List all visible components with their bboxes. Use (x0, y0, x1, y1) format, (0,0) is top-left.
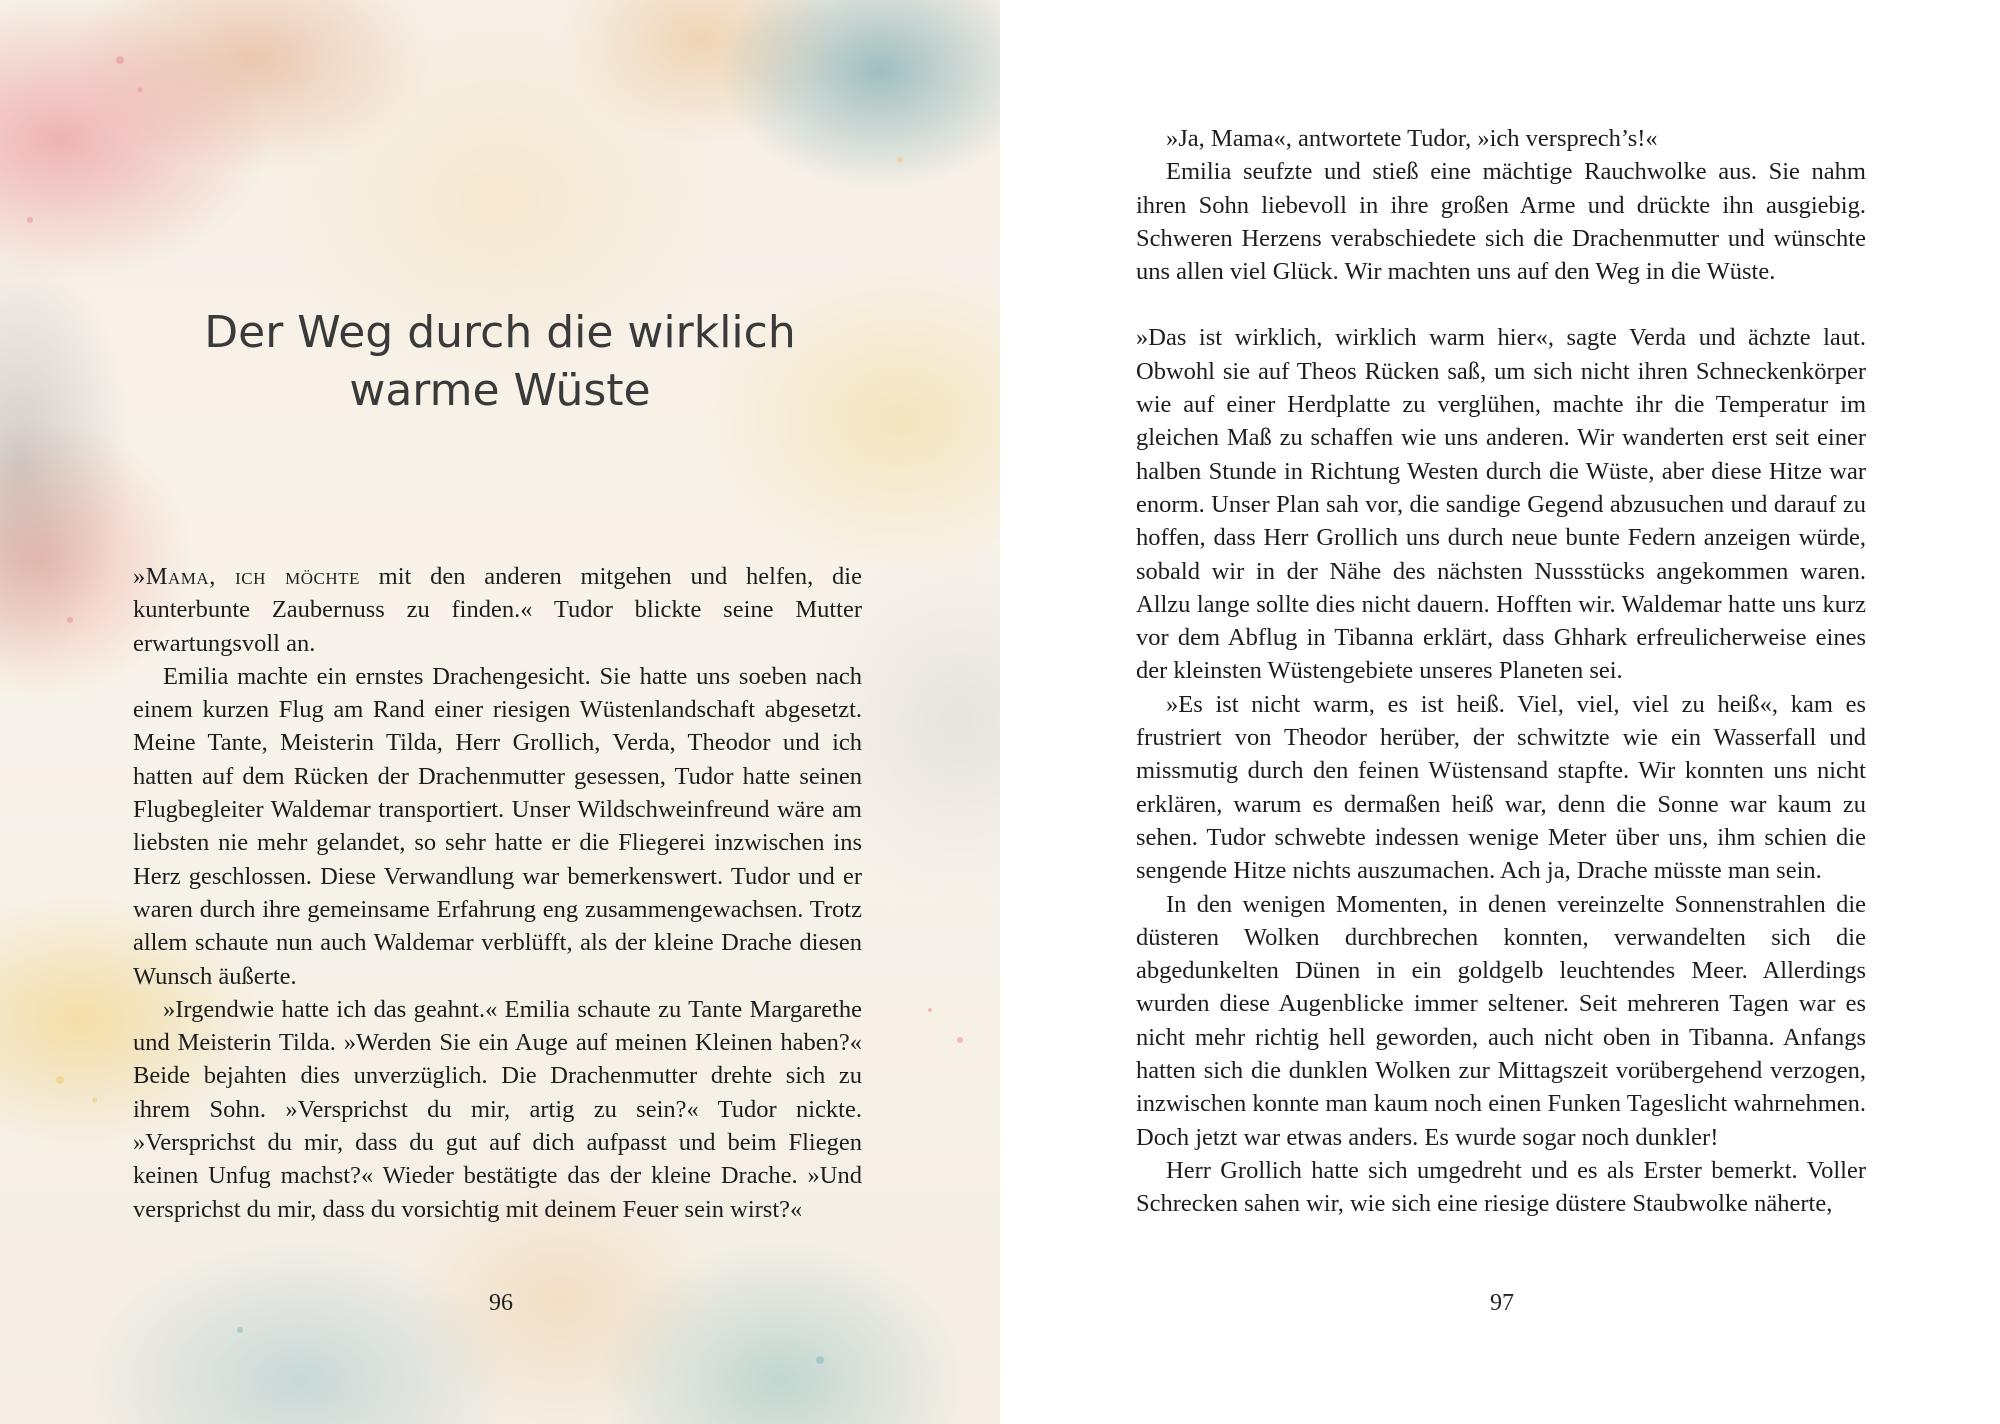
paragraph: Herr Grollich hatte sich umgedreht und es als Erster bemerkt. Voller Schrecken sahen wir, wie sich eine riesige düstere Staubwolke näherte, (1136, 1156, 1866, 1218)
page-number-right: 97 (1490, 1290, 1514, 1316)
paragraph: »Das ist wirklich, wirklich warm hier«, sagte Verda und ächzte laut. Obwohl sie auf Theos Rücken saß, um sich nicht ihren Schneckenkörper wie auf einer Herdplatte zu verglühen, machte ihr die Temperatur im gleichen Maß zu schaffen wie uns anderen. Wir wanderten erst seit einer halben Stunde in Richtung Westen durch die Wüste, aber diese Hitze war enorm. Unser Plan sah vor, die sandige Gegend abzusuchen und darauf zu hoffen, dass Herr Grollich uns durch neue bunte Federn anzeigen würde, sobald wir in der Nähe des nächsten Nussstücks angekommen waren. Allzu lange sollte dies nicht dauern. Hofften wir. Waldemar hatte uns kurz vor dem Abflug in Tibanna erklärt, dass Ghhark erfreulicherweise eines der kleinsten Wüstengebiete unseres Planeten sei. (1136, 324, 1866, 685)
paragraph: »Irgendwie hatte ich das geahnt.« Emilia schaute zu Tante Margarethe und Meisterin Tilda. »Werden Sie ein Auge auf meinen Kleinen haben?« Beide bejahten dies unverzüglich. Die Drachenmutter drehte sich zu ihrem Sohn. »Versprichst du mir, artig zu sein?« Tudor nickte. »Versprichst du mir, dass du gut auf dich aufpasst und beim Fliegen keinen Unfug machst?« Wieder bestätigte das der kleine Drache. »Und versprichst du mir, dass du vorsichtig mit deinem Feuer sein wirst?« (133, 995, 862, 1223)
chapter-title-line-2: warme Wüste (349, 365, 651, 416)
paragraph: Emilia seufzte und stieß eine mächtige Rauchwolke aus. Sie nahm ihren Sohn liebevoll in ihre großen Arme und drückte ihn ausgiebig. Schweren Herzens verabschiedete sich die Drachenmutter und wünschte uns allen viel Glück. Wir machten uns auf den Weg in die Wüste. (1136, 158, 1866, 286)
paragraph-lead-in: »Mama, ich möchte (133, 563, 360, 590)
chapter-title (120, 304, 880, 420)
paragraph: »Ja, Mama«, antwortete Tudor, »ich versprech’s!« (1166, 125, 1658, 152)
right-page (1000, 0, 2000, 1424)
left-page-body-text (133, 560, 862, 1226)
right-page-body-text (1136, 122, 1866, 1221)
paragraph: In den wenigen Momenten, in denen vereinzelte Sonnenstrahlen die düsteren Wolken durchbrechen konnten, verwandelten sich die abgedunkelten Dünen in ein goldgelb leuchtendes Meer. Allerdings wurden diese Augenblicke immer seltener. Seit mehreren Tagen war es nicht mehr richtig hell geworden, auch nicht oben in Tibanna. Anfangs hatten sich die dunklen Wolken zur Mittagszeit vorübergehend verzogen, inzwischen konnte man kaum noch einen Funken Tageslicht wahrnehmen. Doch jetzt war etwas anders. Es wurde sogar noch dunkler! (1136, 890, 1866, 1151)
paragraph (133, 560, 862, 660)
paragraph-text: mit den anderen mitgehen und helfen, die kunterbunte Zaubernuss zu finden.« Tudor blickte seine Mutter erwartungsvoll an. (133, 563, 862, 657)
chapter-title-line-1: Der Weg durch die wirklich (204, 307, 796, 358)
paragraph: »Es ist nicht warm, es ist heiß. Viel, viel, viel zu heiß«, kam es frustriert von Theodor herüber, der schwitzte wie ein Wasserfall und missmutig durch den feinen Wüstensand stapfte. Wir konnten uns nicht erklären, warum es dermaßen heiß war, denn die Sonne war kaum zu sehen. Tudor schwebte indessen wenige Meter über uns, ihm schien die sengende Hitze nichts auszumachen. Ach ja, Drache müsste man sein. (1136, 690, 1866, 885)
paragraph: Emilia machte ein ernstes Drachengesicht. Sie hatte uns soeben nach einem kurzen Flug am Rand einer riesigen Wüstenlandschaft abgesetzt. Meine Tante, Meisterin Tilda, Herr Grollich, Verda, Theodor und ich hatten auf dem Rücken der Drachenmutter gesessen, Tudor hatte seinen Flugbegleiter Waldemar transportiert. Unser Wildschweinfreund wäre am liebsten nie mehr gelandet, so sehr hatte er die Fliegerei inzwischen ins Herz geschlossen. Diese Verwandlung war bemerkenswert. Tudor und er waren durch ihre gemeinsame Erfahrung eng zusammengewachsen. Trotz allem schaute nun auch Waldemar verblüfft, als der kleine Drache diesen Wunsch äußerte. (133, 662, 862, 990)
page-number-left: 96 (489, 1290, 513, 1316)
